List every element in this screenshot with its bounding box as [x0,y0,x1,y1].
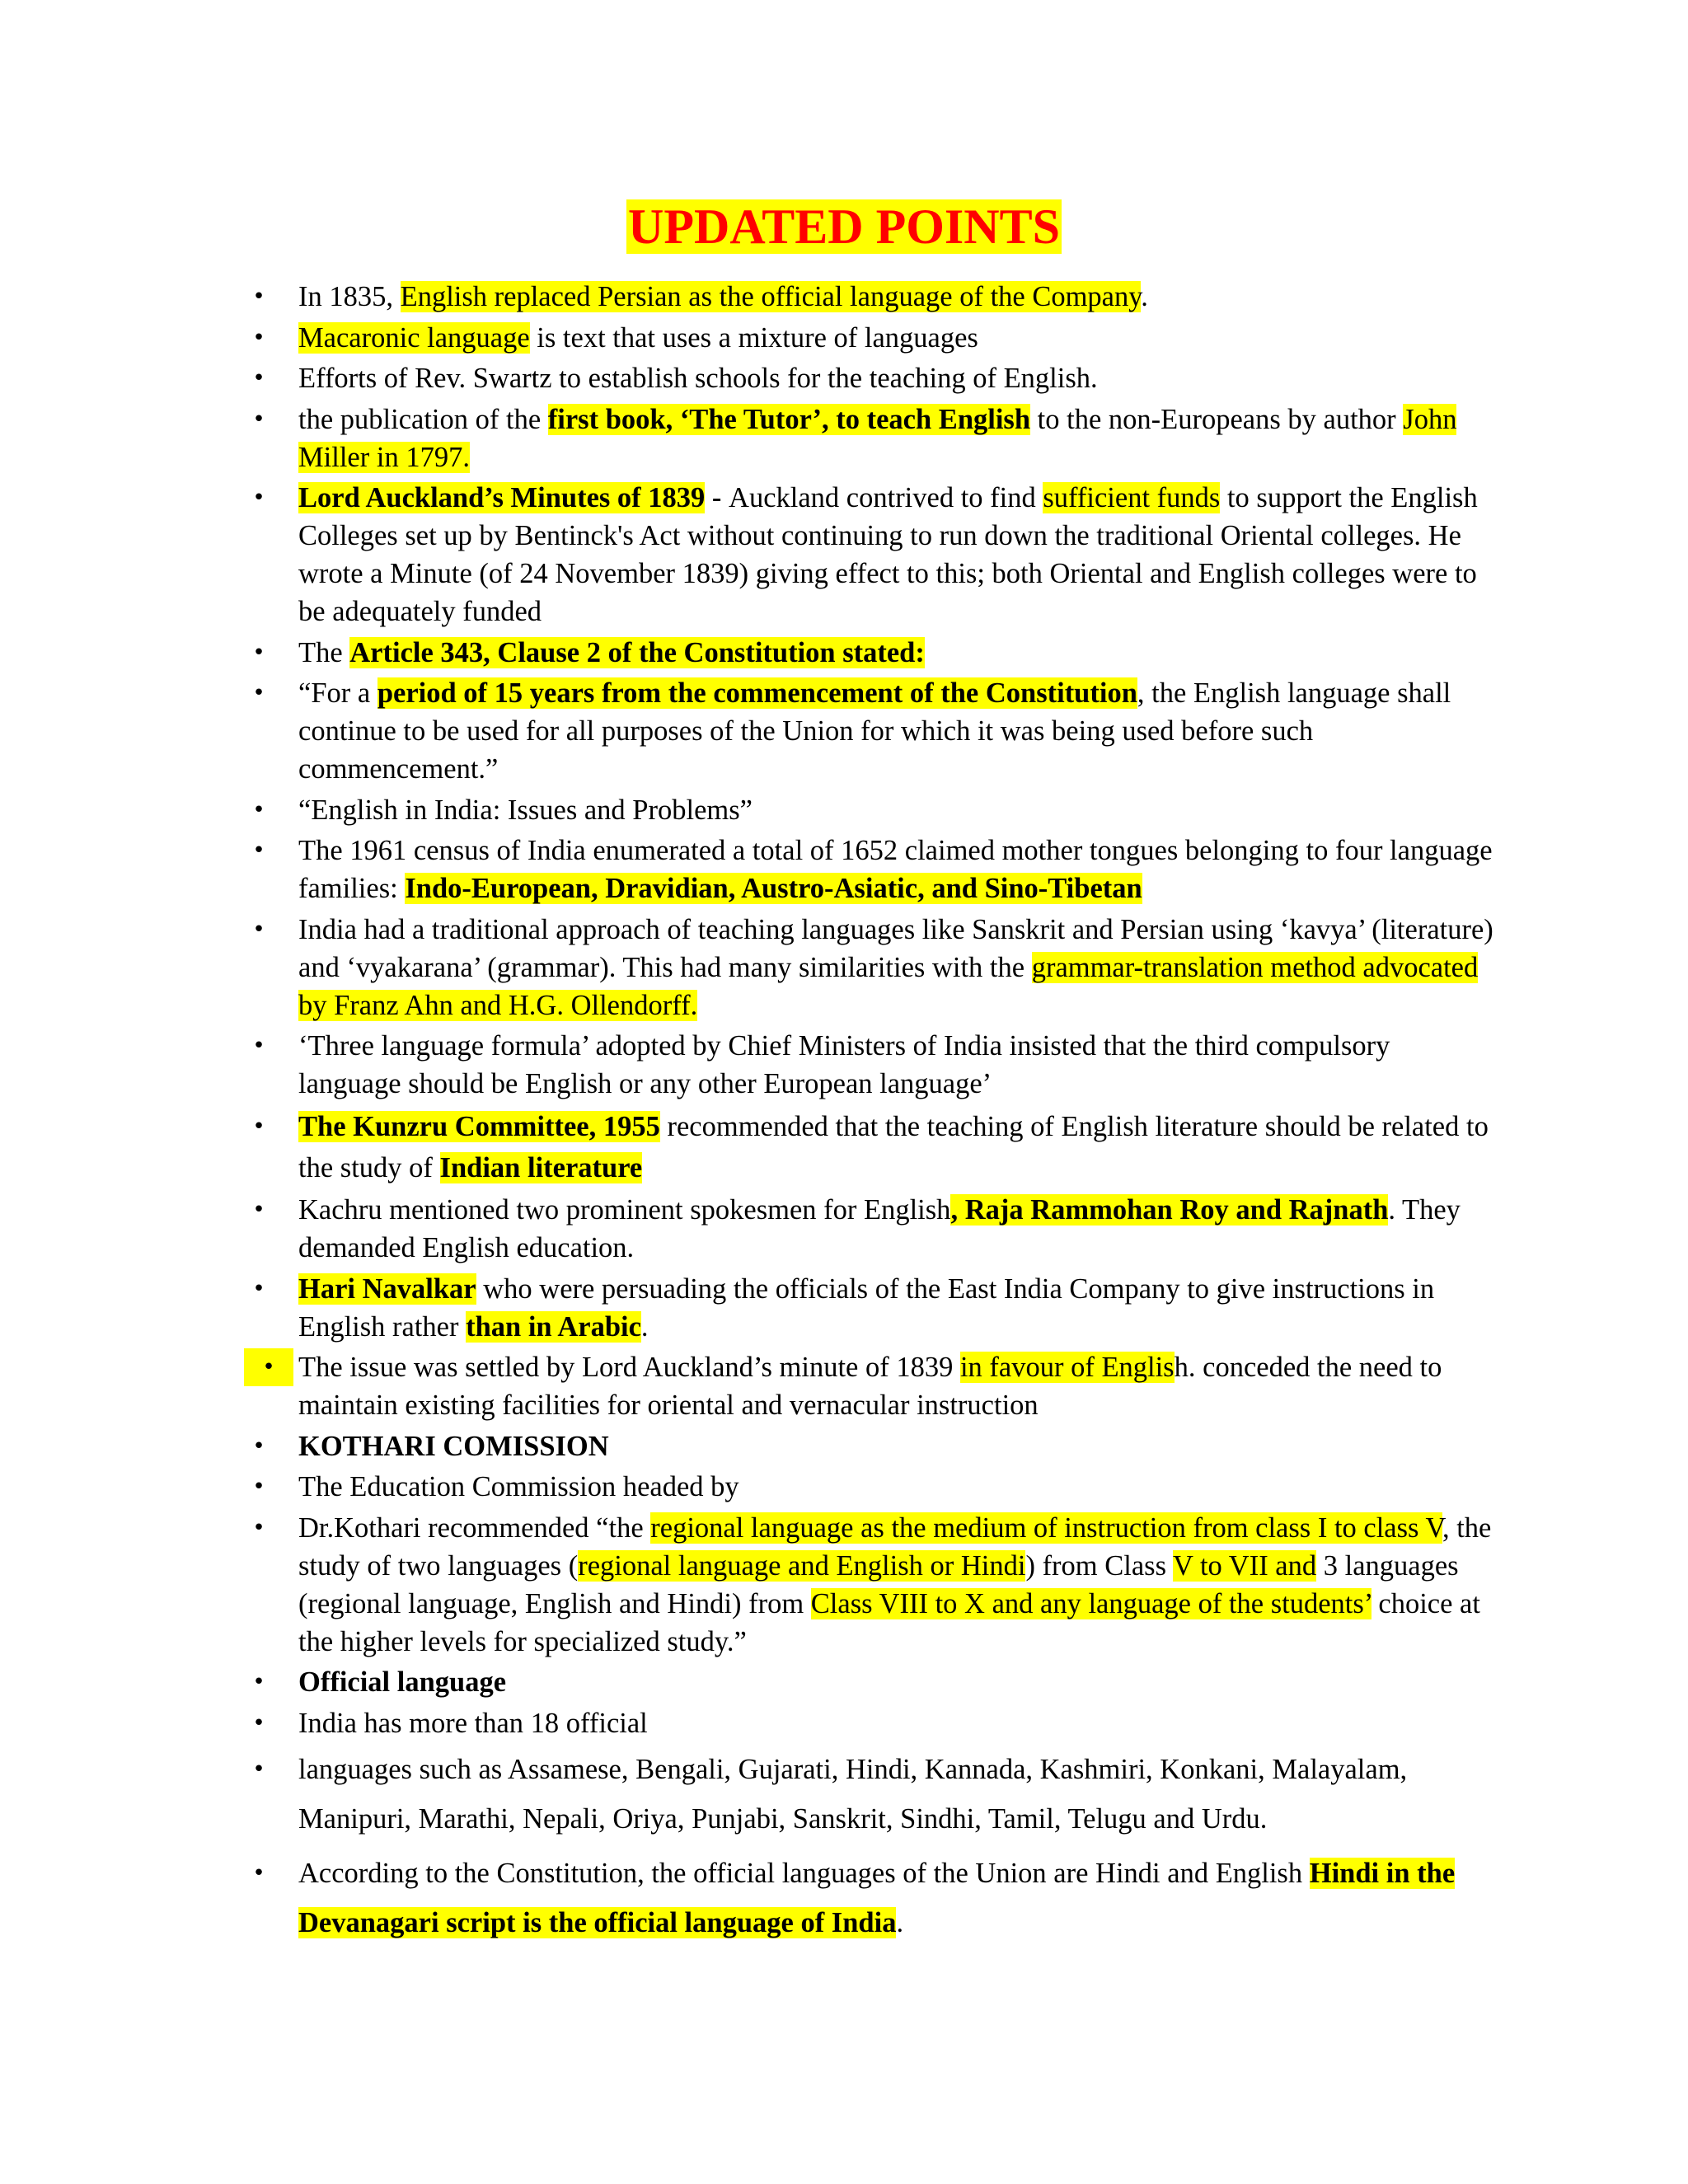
bullet-icon: • [252,1515,265,1540]
list-item-text: - [705,482,729,513]
list-item-text: “For a [298,677,377,709]
bullet-icon: • [252,1861,265,1886]
list-item-text: ) from Class [1025,1549,1174,1582]
highlighted-text: V to VII and [1173,1549,1317,1582]
list-item-text: According to the Constitution, the official languages of the Union are Hindi and English [298,1858,1310,1889]
highlighted-text: Indian literature [439,1151,643,1183]
list-item-text: Auckland contrived to find [729,482,1043,513]
highlighted-text: Macaronic language [298,321,530,354]
list-item-text: In 1835, [298,281,401,312]
bullet-icon: • [244,1348,293,1386]
list-item [252,1849,1493,1947]
list-item [252,359,1493,397]
list-item [252,278,1493,316]
bullet-icon: • [252,1433,265,1459]
list-item-text: languages such as Assamese, Bengali, Gujarati, Hindi, Kannada, Kashmiri, Konkani, Malayalam, Manipuri, Marathi, Nepali, Oriya, Punjabi, Sanskrit, Sindhi, Tamil, Telugu and Urdu. [298,1754,1408,1835]
list-item-text: Efforts of Rev. Swartz to establish schools for the teaching of English. [298,363,1098,394]
list-item-text: Official language [298,1666,507,1698]
bullet-icon: • [252,640,265,665]
highlighted-text: than in Arabic [466,1310,641,1343]
list-item-text: India had a traditional approach of teaching languages like Sanskrit and Persian using ‘kavya’ (literature) and ‘vyakarana’ (grammar). This had many similarities with the [298,913,1493,983]
highlighted-text: sufficient funds [1043,482,1221,513]
list-item-text: ‘Three language formula’ adopted by Chief Ministers of India insisted that the third compulsory language should be English or any other European language’ [298,1030,1390,1099]
list-item [252,1663,1493,1701]
list-item-text: . [1141,281,1148,312]
highlighted-text: regional language and English or Hindi [578,1549,1026,1582]
list-item-text: Dr.Kothari recommended “the [298,1511,651,1544]
highlighted-text: John Miller in 1797. [298,403,1457,473]
bullet-icon: • [252,797,265,823]
list-item-text: . [896,1907,904,1938]
highlighted-text: in favour of Englis [959,1352,1175,1383]
highlighted-text: English replaced Persian as the official language of the Company [400,281,1142,312]
list-item [252,911,1493,1024]
list-item [252,1745,1493,1844]
list-item-text: to support the English Colleges set up by Bentinck's Act without continuing to run down the traditional Oriental colleges. He wrote a Minute (of 24 November 1839) giving effect to this; both Oriental and English colleges were to be adequately funded [298,482,1478,627]
bullet-icon: • [252,1710,265,1736]
highlighted-text: Hindi in the Devanagari script is the official language of India [298,1858,1456,1938]
list-item [252,1027,1493,1103]
list-item [262,1348,1493,1424]
list-item [252,1704,1493,1742]
list-item-text: to the non-Europeans by author [1030,403,1404,435]
list-item-text: . They demanded English education. [298,1194,1461,1263]
list-item-text: . [640,1310,649,1343]
highlighted-text: Indo-European, Dravidian, Austro-Asiatic, and Sino-Tibetan [405,873,1142,904]
highlighted-text: Hari Navalkar [298,1272,476,1305]
highlighted-text: Lord Auckland’s Minutes of 1839 [298,482,706,513]
list-item-text: , the study of two languages ( [298,1511,1492,1582]
list-item [252,1106,1493,1188]
list-item [252,1270,1493,1346]
list-item-text: who were persuading the officials of the East India Company to give instructions in English rather [298,1272,1435,1343]
list-item [252,791,1493,829]
bullet-list [252,278,1493,1952]
list-item [252,1509,1493,1661]
highlighted-text: period of 15 years from the commencement of the Constitution [377,677,1137,709]
list-item-text: , the English language shall continue to be used for all purposes of the Union for which it was being used before such commencement.” [298,677,1451,785]
bullet-icon: • [252,1474,265,1499]
list-item [252,1468,1493,1506]
bullet-icon: • [252,284,265,309]
bullet-icon: • [252,916,265,942]
list-item [252,674,1493,788]
list-item-text: India has more than 18 official [298,1707,648,1739]
bullet-icon: • [252,406,265,432]
bullet-icon: • [252,1276,265,1301]
list-item-text: h. conceded the need to maintain existing facilities for oriental and vernacular instruction [298,1352,1442,1421]
highlighted-text: Class VIII to X and any language of the students’ [810,1587,1372,1619]
page-title-text: UPDATED POINTS [628,199,1060,254]
bullet-icon: • [252,838,265,863]
bullet-icon: • [252,325,265,350]
list-item-text: The [298,636,350,668]
list-item [252,634,1493,672]
highlighted-text: regional language as the medium of instruction from class I to class V [650,1511,1442,1544]
list-item-text: KOTHARI COMISSION [298,1430,609,1462]
list-item-text: The Education Commission headed by [298,1471,739,1502]
list-item-text: is text that uses a mixture of languages [529,321,978,354]
highlighted-text: Article 343, Clause 2 of the Constitution stated: [349,636,925,668]
highlighted-text: The Kunzru Committee, 1955 [298,1110,660,1142]
list-item [252,1191,1493,1267]
highlighted-text: grammar-translation method advocated by Franz Ahn and H.G. Ollendorff. [298,951,1479,1021]
highlighted-text: , Raja Rammohan Roy and Rajnath [950,1194,1389,1226]
bullet-icon: • [252,366,265,391]
list-item-text: Kachru mentioned two prominent spokesmen for English [298,1194,951,1226]
highlighted-text: first book, ‘The Tutor’, to teach English [547,403,1031,435]
bullet-icon: • [252,1113,265,1139]
bullet-icon: • [252,1757,265,1782]
list-item-text: “English in India: Issues and Problems” [298,794,753,826]
list-item-text: the publication of the [298,403,548,435]
bullet-icon: • [252,1197,265,1222]
list-item-text: choice at the higher levels for specialized study.” [298,1587,1480,1657]
bullet-icon: • [252,681,265,705]
list-item [252,832,1493,907]
list-item-text: 3 languages (regional language, English and Hindi) from [298,1549,1459,1619]
bullet-icon: • [252,485,265,510]
list-item [252,401,1493,476]
list-item [252,479,1493,630]
bullet-icon: • [252,1670,265,1694]
list-item-text: The issue was settled by Lord Auckland’s minute of 1839 [298,1352,960,1383]
page-title [0,194,1688,260]
list-item [252,1427,1493,1465]
list-item [252,319,1493,357]
bullet-icon: • [252,1033,265,1058]
list-item-text: recommended that the teaching of English literature should be related to the study of [298,1110,1489,1183]
list-item-text: The 1961 census of India enumerated a total of 1652 claimed mother tongues belonging to four language families: [298,835,1493,904]
